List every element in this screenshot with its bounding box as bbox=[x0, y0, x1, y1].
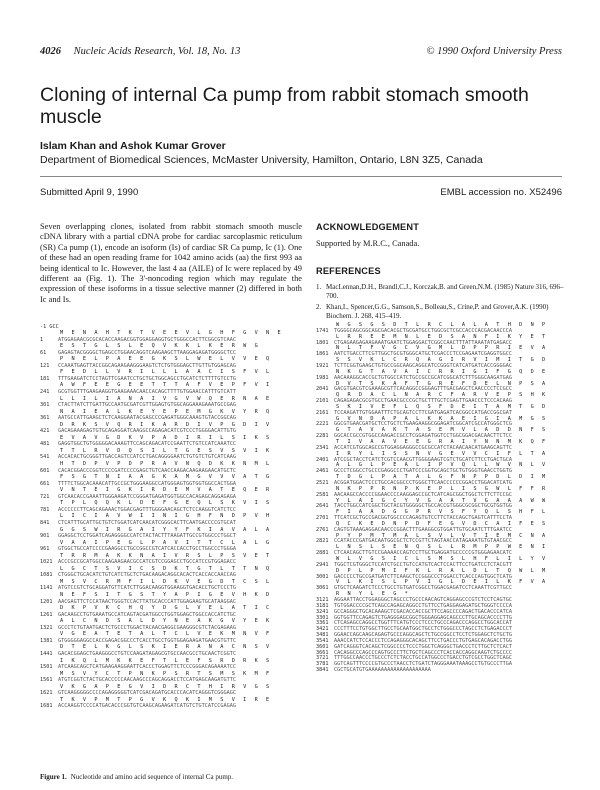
sequence-position: 961 bbox=[40, 546, 50, 553]
amino-acid-sequence: S S V K L C R Q A G I R V I M I T G D bbox=[336, 357, 548, 364]
nucleotide-sequence: TTTGAAGATCTCCTAGTTCGAATCCTGCTGCTGGCAGCCTGCATCTCTTTTGTCCTG bbox=[58, 375, 237, 382]
sequence-position: 1441 bbox=[40, 650, 53, 657]
nucleotide-sequence: CCAAATGAGTTACCGGCAGAAGAAGGGAAGTCTCTGTGGGAGCTTGTTGTGGAGCAG bbox=[58, 362, 237, 369]
sequence-position: 1861 bbox=[316, 351, 329, 358]
amino-acid-row bbox=[60, 435, 272, 441]
amino-acid-row bbox=[60, 671, 272, 677]
amino-acid-sequence: D R K S V Q R I K A R D I V P G D I V bbox=[60, 421, 272, 428]
nucleotide-row bbox=[40, 454, 236, 460]
amino-acid-sequence: N L T F V G C V G M L D P P R I E V A bbox=[336, 345, 548, 352]
amino-acid-sequence: L I C I A V W I I N I G H F N D P V H bbox=[60, 513, 272, 520]
figure-label: Figure 1. bbox=[40, 773, 67, 781]
nucleotide-sequence: CTGAGAAGAGAAGAAATGAATCTGGAGGACTCGGCCAACTTTATTAAATATGAGACC bbox=[334, 339, 513, 346]
amino-acid-row bbox=[60, 461, 272, 467]
sequence-position: 3721 bbox=[316, 655, 329, 662]
amino-acid-row bbox=[60, 631, 272, 637]
sequence-position: 121 bbox=[40, 362, 50, 369]
sequence-position: 2761 bbox=[316, 526, 329, 533]
nucleotide-sequence: CTCAGAGCCAGGCCTGGTTTCATGTCCCTCCCTGCCCAGACCCAGGCCTGGCACCAT bbox=[334, 620, 513, 627]
nucleotide-row bbox=[40, 350, 236, 356]
nucleotide-row bbox=[40, 363, 236, 369]
amino-acid-sequence: Y L A I G C Y V G A A T V G A A A W W bbox=[336, 497, 548, 504]
sequence-position: 1981 bbox=[316, 374, 329, 381]
nucleotide-sequence: GGCGTGAACGATGCTCCTGCTCTGAAGAAGGCGGAGATCGGCATCGCCATGGGCTCG bbox=[334, 421, 513, 428]
nucleotide-sequence: ACCCCCCTTCAGCAGAAACTGGACGAGTTTGGGGAACAGCTCTCCAAGGTCATCTCC bbox=[58, 506, 237, 513]
amino-acid-sequence: M S V C R M F I L D K V E G D T C S L bbox=[60, 578, 272, 585]
nucleotide-row bbox=[40, 664, 236, 670]
nucleotide-sequence: TTCATCGCTGCCGACGGTGGCCCCAGAGTGTCCTTCTACCAGCTGAGTCATTTCCTA bbox=[334, 515, 513, 522]
sequence-position: 1321 bbox=[40, 624, 53, 631]
sequence-listing-left bbox=[40, 324, 306, 768]
reference-list bbox=[316, 283, 566, 323]
nucleotide-sequence: ATGTCGGTCTACTGCACCCCCAACAAGCCCAGCAGGACCTCCATGAGCAAGATGTTC bbox=[58, 677, 237, 684]
amino-acid-row bbox=[60, 513, 272, 519]
sequence-position: 2041 bbox=[316, 386, 329, 393]
nucleotide-row bbox=[40, 389, 236, 395]
amino-acid-sequence: V L K I S L P V I G L D E I L K F V A bbox=[336, 579, 548, 586]
sequence-position: 2881 bbox=[316, 550, 329, 557]
nucleotide-sequence: ACCATCGTGGCAGCCGTGGAGGAGGGCCGCGCCATCTACAACAACATGAAGCAGTTC bbox=[334, 444, 513, 451]
nucleotide-sequence: GTGGGGGAGGCCACCGAGACGGCCCTCACCTGCCTGGTGGAGAAGATGAACGTGTTC bbox=[58, 637, 237, 644]
sequence-position: 3181 bbox=[316, 602, 329, 609]
amino-acid-row bbox=[60, 409, 272, 415]
nucleotide-sequence: GACCCCCTGCCGATGATCTTCAAGCTCCGGGCCCTGGACCTCACCCAGTGGCTCATG bbox=[334, 573, 513, 580]
amino-acid-sequence: T K V P M T P G V K Q K I M S V I R E bbox=[60, 696, 272, 703]
nucleotide-row bbox=[40, 415, 236, 421]
sequence-position: 3661 bbox=[316, 649, 329, 656]
sequence-position: 2521 bbox=[316, 479, 329, 486]
nucleotide-row bbox=[40, 337, 236, 343]
nucleotide-sequence: ACCACACTGCGGGTTGACCAGTCCATCCTGACAGGGGAATCTGTGTCTGTCATCAAG bbox=[58, 454, 237, 461]
nucleotide-sequence: AACGAGTTCTCCATAACTGGGTCCACTTATGCACCCATTGGAGAAGTGCATAAGGAC bbox=[58, 598, 237, 605]
journal-citation: Nucleic Acids Research, Vol. 18, No. 13 bbox=[73, 46, 241, 57]
nucleotide-sequence: GCGTGGTTTGAAGAAGGTGAAGAAACAACCACAGCTTTTGTGGAACCATTTGTCATT bbox=[58, 388, 237, 395]
amino-acid-sequence: T R R M A K K N A I V R S L P S V E T bbox=[60, 552, 272, 559]
nucleotide-sequence: GGTGGTTCCAGAGTCTGAGGGAGCGGCTGGGAGGAGCAGCCCTTGCAGCACCCCTTG bbox=[334, 614, 513, 621]
nucleotide-row bbox=[40, 612, 236, 618]
nucleotide-sequence: TGTGGACCCCGCTCAGCCAGAGCAGGCCTGTTCCTGAGGAGAGATGCTGGGTCCCCA bbox=[334, 602, 513, 609]
nucleotide-row bbox=[40, 599, 236, 605]
sequence-position: 181 bbox=[40, 375, 50, 382]
amino-acid-sequence: V K G A P E G V I D R C T H I R V G S bbox=[60, 683, 272, 690]
nucleotide-sequence: ATCCGCTACCTCATCTCGTCCAACGTTGGGGAAGTCGTCTGCATCTTCCTGACTGCA bbox=[334, 456, 513, 463]
sequence-position: 1 bbox=[40, 336, 44, 343]
sequence-position: 421 bbox=[40, 428, 50, 435]
nucleotide-sequence: ATGTCCGTCTGCAGGATGTTCATCTTGGACAAGGTGGAAGGTGACACCTGCTCCCTG bbox=[58, 585, 237, 592]
nucleotide-sequence: AACAAAGGCACCGCTGTGGCCATCTGCCGCCGCATCGGCATCTTTGGGCAAGATGAG bbox=[334, 374, 513, 381]
reference-number: 2. bbox=[316, 303, 322, 312]
submission-date: Submitted April 9, 1990 bbox=[40, 187, 139, 198]
sequence-position: 3301 bbox=[316, 614, 329, 621]
sequence-start-label: -1 GCC bbox=[40, 324, 59, 330]
nucleotide-sequence: GGCACCGCCGTGGCCAAGACCGCCTCGGAGATGGTCCTGGCGGACGACAACTTCTCC bbox=[334, 433, 513, 440]
nucleotide-row bbox=[40, 507, 236, 513]
nucleotide-sequence: GACGTGACGTCGAAAGCGTTCACAGGCCGGGAGTTTGACGAGCTCAACCCCTCCGCC bbox=[334, 386, 513, 393]
nucleotide-sequence: GGAGGCTCCTGGATCAGAGGGGCCATCTACTACTTTAAGATTGCCGTGGCCCTGGCT bbox=[58, 533, 237, 540]
amino-acid-sequence: G T A V A K T A S E M V L A D D N F S bbox=[336, 427, 548, 434]
nucleotide-sequence: GCCCTCTGTAATGACTCTGCCCTGGACTACAACGAGGCGAAGGGCGTCTACGAGAAG bbox=[58, 624, 237, 631]
nucleotide-sequence: AATCTGACCTTCGTTGGCTGCGTGGGCATGCTCGACCCTCCGAGAATCGAGGTGGCC bbox=[334, 351, 513, 358]
amino-acid-row bbox=[60, 422, 272, 428]
article-title: Cloning of internal Ca pump from rabbit stomach smooth muscle bbox=[40, 84, 529, 128]
sequence-position: 481 bbox=[40, 441, 50, 448]
sequence-listing-right bbox=[316, 322, 566, 774]
amino-acid-sequence: N E F S I T G S T Y A P I G E V H K D bbox=[60, 592, 272, 598]
amino-acid-sequence: W L V G S I C L S M S L H F L I L Y V bbox=[336, 556, 548, 562]
acknowledgement-heading: ACKNOWLEDGEMENT bbox=[316, 222, 420, 232]
nucleotide-row bbox=[40, 559, 236, 565]
nucleotide-sequence: AATGCCATTGAAGCTCTCAAGGAATACGAGCCCGAGATGGGCAAAGTGTACCGGCAG bbox=[58, 415, 237, 422]
amino-acid-sequence: Q C K E D N P D F E G V D C A I F E S bbox=[336, 520, 548, 527]
sequence-position: 901 bbox=[40, 533, 50, 540]
amino-acid-sequence: H T D P V P D P R A V N Q D K K N M L bbox=[60, 461, 272, 467]
sequence-position: 2581 bbox=[316, 491, 329, 498]
amino-acid-sequence: E S T G L S L E Q V K K L K E R W G bbox=[60, 343, 261, 350]
nucleotide-row bbox=[40, 481, 236, 487]
amino-acid-sequence: V G E A T E T A L T C L V E K M N V F bbox=[60, 631, 272, 638]
nucleotide-row bbox=[40, 402, 236, 408]
sequence-position: 2641 bbox=[316, 503, 329, 510]
amino-acid-sequence: T P L Q Q K L D E F G E Q L S K V I S bbox=[60, 500, 272, 507]
nucleotide-sequence: GACACGGAGCTGAAGGGCCTGTCCAAGATAGAGCGTGCCAACGCCTGCAACTCGGTC bbox=[58, 650, 237, 657]
amino-acid-sequence: S K I V E F L Q S F D E I T A M T G D bbox=[336, 403, 548, 410]
reference-text: MacLennan,D.H., Brandl,C.J., Korczak,B. and Green,N.M. (1985) Nature 316, 696–700. bbox=[326, 283, 564, 300]
amino-acid-sequence: W G S G S D T L R C L A L A T H D N P bbox=[336, 322, 548, 328]
amino-acid-row bbox=[60, 343, 260, 349]
amino-acid-sequence: E V A V G D K V P A D I R I L S I K S bbox=[60, 434, 272, 441]
sequence-position: 2161 bbox=[316, 409, 329, 416]
amino-acid-sequence: T T L R V D Q S I L T G E S V S V I K bbox=[60, 447, 272, 454]
nucleotide-sequence: TTTTCTGGCACAAACATTGCCGCTGGGAAGGCCATGGGAGTGGTGGTGGCCACTGGA bbox=[58, 480, 237, 487]
sequence-position: 3541 bbox=[316, 637, 329, 644]
amino-acid-row bbox=[60, 592, 272, 598]
amino-acid-row bbox=[60, 697, 272, 703]
amino-acid-row bbox=[60, 382, 272, 388]
amino-acid-sequence: F E D L L V R I L L L A A C I S F V L bbox=[60, 369, 272, 376]
amino-acid-sequence: F S G T N I A A G K A M G V V V A T G bbox=[60, 474, 272, 481]
nucleotide-sequence: GAGGTGGCTGTGGGGGACAAAGTTCCAGCAGACATCCGAATTCTGTCCATCAAATCC bbox=[58, 441, 237, 448]
amino-acid-row bbox=[60, 540, 272, 546]
sequence-position: 1741 bbox=[316, 327, 329, 334]
nucleotide-row bbox=[40, 533, 236, 539]
amino-acid-row bbox=[60, 330, 283, 336]
nucleotide-row bbox=[40, 651, 236, 657]
sequence-position: 1021 bbox=[40, 559, 53, 566]
sequence-position: 3241 bbox=[316, 608, 329, 615]
amino-acid-sequence: A W F E E G E E T T T A F V E P F V I bbox=[60, 382, 272, 389]
nucleotide-sequence: TCCAAGATTGTGGAATTTCTGCAGTCCTTCGATGAGATCACGGCCATGACCGGCGAT bbox=[334, 409, 513, 416]
author-affiliation: Department of Biomedical Sciences, McMaster University, Hamilton, Ontario, L8N 3Z5, Canada bbox=[40, 154, 483, 166]
nucleotide-sequence: CTCATTTGCATTGCTGTCTGGATCATCAACATCGGGCACTTCAATGACCCCGTGCAT bbox=[58, 519, 237, 526]
nucleotide-row bbox=[40, 572, 236, 578]
sequence-position: 841 bbox=[40, 519, 50, 526]
sequence-position: 2101 bbox=[316, 398, 329, 405]
nucleotide-sequence: GGAACCAGCAAGCAGAGTGCCCAGGCAGCTCTGCCGGCCTCCTCTGGAGCTCTGCTG bbox=[334, 632, 513, 639]
amino-acid-sequence: G G S W I R G A I Y Y F K I A V A L A bbox=[60, 526, 272, 533]
amino-acid-row bbox=[60, 579, 272, 585]
nucleotide-sequence: AAACCATCTCCACCCTCCAGAGGGCACAGCTTCCTGACCCTGTGAGCACAGACCTGG bbox=[334, 637, 513, 644]
sequence-position: 3361 bbox=[316, 620, 329, 627]
nucleotide-sequence: ATCAAGCAGCTCATGAAGAAGGAATTCACCCTGGAGTTCTCCCGGGACAGAAAATCC bbox=[58, 664, 237, 671]
amino-acid-sequence: V N T E I G K I R D E M V A T E Q E R bbox=[60, 487, 272, 494]
abstract-text: Seven overlapping clones, isolated from rabbit stomach smooth muscle cDNA library with a partial cDNA probe for cardiac sarcoplasmic reticulum (SR) Ca pump (1), encode an isoform (Is) of cardiac SR Ca pump, Ic (1). One of these had an open reading frame for 1042 amino acids (aa) the first 993 aa being identical to Ic. However, the last 4 aa (AILE) of Ic were replaced by 49 different aa (Fig. 1). The 3'-noncoding region which may regulate the expression of these isoforms in a tissue selective manner (2) differed in both Ic and Is. bbox=[40, 222, 302, 304]
sequence-position: 241 bbox=[40, 388, 50, 395]
nucleotide-sequence: GCCCTCGGCCTGCCCGAGGCCCTGATCCCGGTGCAGCTGCTGTGGGTGAACCTGGTG bbox=[334, 468, 513, 475]
sequence-position: 2821 bbox=[316, 538, 329, 545]
amino-acid-row bbox=[60, 618, 272, 624]
nucleotide-sequence: CCCTTTCCTGTGGCTTGCCTGCAATGGCTGCCTCTGGGCCCTAGCCTCTGAGACCCT bbox=[334, 626, 513, 633]
amino-acid-row bbox=[60, 566, 272, 572]
amino-acid-sequence: N A I E A L K E Y E P E M G K V Y R Q bbox=[60, 408, 272, 415]
sequence-position: 1921 bbox=[316, 362, 329, 369]
amino-acid-row bbox=[60, 396, 272, 402]
sequence-position: 541 bbox=[40, 454, 50, 461]
author-list: Islam Khan and Ashok Kumar Grover bbox=[40, 140, 226, 152]
nucleotide-sequence: ACCAAGGTCCCCATGACACCCGGTGTCAAGCAGAAGATCATGTCTGTCATCCGAGAG bbox=[58, 703, 237, 710]
nucleotide-sequence: CCATACCCGATGACAATGGCGCTCTCCGTTCTAGTAACCATAGAAATGTGTAACGCC bbox=[334, 538, 513, 545]
sequence-position: 1801 bbox=[316, 339, 329, 346]
amino-acid-sequence: R N Y L E G * bbox=[336, 591, 411, 598]
sequence-position: 1141 bbox=[40, 585, 53, 592]
nucleotide-sequence: ATGGAGAACGCGCACACCAAGACGGTGGAGGAGGTGCTGGGCCACTTCGGCGTCAAC bbox=[58, 336, 237, 343]
nucleotide-sequence: GCCAGGGCTGCACAAAGCTCGACACCACCGCTTCCAGCCCCAGACTGACACCCATCA bbox=[334, 608, 513, 615]
nucleotide-sequence: TTTGGCCAACCCTGCCCTCTCTACCTGCCATGGCCCTGACCTGTCGCCTGGCTCAGC bbox=[334, 655, 513, 662]
nucleotide-sequence: AGGAATTACCTGGAGGGCTAGCCCTGCCCAACAGTCAGGAGCCCGTCTCCTCAGTGC bbox=[334, 596, 513, 603]
nucleotide-row bbox=[40, 585, 236, 591]
copyright-notice: © 1990 Oxford University Press bbox=[426, 46, 562, 57]
nucleotide-row bbox=[40, 428, 236, 434]
amino-acid-sequence: G V N D A P A L K K A E I G I A M G S bbox=[336, 415, 548, 422]
amino-acid-sequence: L G C T S V I C S D K T G T L T T N Q bbox=[60, 565, 272, 572]
amino-acid-row bbox=[60, 553, 272, 559]
nucleotide-row bbox=[316, 667, 431, 673]
sequence-position: 2341 bbox=[316, 444, 329, 451]
sequence-position: 1201 bbox=[40, 598, 53, 605]
nucleotide-sequence: TGGGGCAGCGGCAGCGACACGCTGCGATGCCTGGCGCTCGCCACCCACGACAACCCA bbox=[334, 327, 513, 334]
nucleotide-row bbox=[40, 677, 236, 683]
nucleotide-row bbox=[40, 441, 236, 447]
nucleotide-sequence: CACACGGACCCGGTCCCCGATCCCCGAGCTGTCAACCAAGACAAGAAGAACATGCTC bbox=[58, 467, 237, 474]
amino-acid-sequence: L L I L I A N A I V G V W Q E R N A E bbox=[60, 395, 272, 402]
nucleotide-row bbox=[40, 494, 236, 500]
sequence-position: 3121 bbox=[316, 596, 329, 603]
amino-acid-sequence: M E N A H T K T V E E V L G H F G V N E bbox=[60, 330, 284, 336]
nucleotide-sequence: TACCTGGCCATCGGCTGCTACGTGGGGGCTGCCACCGTGGGCGCGGCTGCGTGGTGG bbox=[334, 503, 513, 510]
sequence-position: 2281 bbox=[316, 433, 329, 440]
sequence-position: 1681 bbox=[40, 703, 53, 710]
nucleotide-sequence: GTGCTCAAGATCTCCCTGCCTGTGATCGGCCTGGACGAGATCCTCAAATTCGTTGCC bbox=[334, 585, 513, 592]
amino-acid-sequence: N K G T A V A I C R R I G I F G Q D E bbox=[336, 368, 548, 375]
amino-acid-row bbox=[60, 448, 272, 454]
sequence-position: 721 bbox=[40, 493, 50, 500]
nucleotide-sequence: GTGGCTGCCATCCCCGAAGGCCTGCCGGCCGTCATCACCACCTGCCTGGCCCTGGGA bbox=[58, 546, 237, 553]
nucleotide-sequence: ACGGATGGACTCCCTGCCACGGCCCTGGGCTTCAACCCCCCGGACCTGGACATCATG bbox=[334, 479, 513, 486]
amino-acid-sequence: P Y P M T M A L S V L V T I E M C N A bbox=[336, 532, 548, 539]
nucleotide-row bbox=[40, 546, 236, 552]
sequence-position: 3421 bbox=[316, 626, 329, 633]
reference-item bbox=[316, 283, 566, 300]
amino-acid-row bbox=[60, 658, 272, 664]
nucleotide-sequence: CAGTGTAAAGAGGACAACCCGGACTTTGAAGGCGTGGATTGTGCAATCTTTGAATCC bbox=[334, 526, 513, 533]
nucleotide-sequence: CACAGGCCCAGCCCAGTGCCCTTCTGCTCAGCCCTCACCACCAGGCAAGTCTGCCCC bbox=[334, 649, 513, 656]
sequence-position: 3001 bbox=[316, 573, 329, 580]
nucleotide-sequence: TGGCTCGTGGGCTCCATCTGCCTGTCCATGTCACTCCACTTCCTGATCCTCTACGTT bbox=[334, 561, 513, 568]
amino-acid-row bbox=[60, 356, 272, 362]
amino-acid-row bbox=[60, 684, 272, 690]
amino-acid-sequence: I K Q L M K K E F T L E F S R D R K S bbox=[60, 657, 272, 664]
nucleotide-row bbox=[40, 376, 236, 382]
amino-acid-row bbox=[60, 644, 272, 650]
nucleotide-sequence: CTGGGCTGCACATCTGTCATCTGCTCTGACAAGACAGGCACACTCACCACCAACCAG bbox=[58, 572, 237, 579]
amino-acid-sequence: T I V A A V E E G R A I Y N N M K Q F bbox=[336, 439, 548, 445]
amino-acid-sequence: D T E L K G L S K I E R A N A C N S V bbox=[60, 644, 272, 651]
sequence-position: 781 bbox=[40, 506, 50, 513]
reference-item bbox=[316, 303, 566, 320]
amino-acid-sequence: F I A A D G G P R V S F Y Q L S H F L bbox=[336, 509, 548, 516]
sequence-position: 601 bbox=[40, 467, 50, 474]
nucleotide-sequence: ACCCGCCGCATGGCCAAGAAGAACGCCATCGTCCGGAGCCTGCCATCCGTGGAGACC bbox=[58, 559, 237, 566]
nucleotide-row bbox=[40, 625, 236, 631]
sequence-position: 1081 bbox=[40, 572, 53, 579]
header-divider bbox=[40, 176, 562, 177]
sequence-position: 2941 bbox=[316, 561, 329, 568]
nucleotide-sequence: CTACTTATCTTGATTGCCAATGCGATCGTTGGAGTGTGGCAGGAAAGAAATGCCGAG bbox=[58, 402, 237, 409]
amino-acid-sequence: D K P V K C H Q Y D G L V E L A T I C bbox=[60, 605, 272, 612]
amino-acid-row bbox=[60, 605, 272, 611]
amino-acid-row bbox=[60, 527, 272, 533]
acknowledgement-text: Supported by M.R.C., Canada. bbox=[316, 239, 420, 248]
amino-acid-sequence: L R R E E M N L E D S A N F I K Y E T bbox=[336, 333, 548, 340]
sequence-position: 361 bbox=[40, 415, 50, 422]
nucleotide-sequence: CTCAACAGCTTGTCCGAAAACCAGTCCTTGCTGAGGATGCCCCCGTGGGAGAACATC bbox=[334, 550, 513, 557]
sequence-position: 661 bbox=[40, 480, 50, 487]
amino-acid-sequence: M S V Y C T P N K P S R T S M S K M F bbox=[60, 670, 272, 677]
nucleotide-sequence: GTCAACACCGAAATTGGGAAGATCCGGGATGAGATGGTGGCCACAGAGCAGGAGAGA bbox=[58, 493, 237, 500]
sequence-position: 3841 bbox=[316, 667, 329, 674]
sequence-position: 1261 bbox=[40, 611, 53, 618]
amino-acid-sequence: I R Y L I S S N V G E V V C I F L T A bbox=[336, 450, 548, 457]
sequence-position: 1501 bbox=[40, 664, 53, 671]
amino-acid-sequence: T D G L P A T A L G F N P P D L D I M bbox=[336, 474, 548, 481]
amino-acid-sequence: V A A I P E G L P A V I T T C L A L G bbox=[60, 539, 272, 546]
sequence-position: 1381 bbox=[40, 637, 53, 644]
references-heading: REFERENCES bbox=[316, 266, 381, 276]
amino-acid-sequence: P N E L P A E E G K S L W E L V V E Q bbox=[60, 356, 272, 363]
amino-acid-sequence: D V T S K A F T G R E F D E L N P S A bbox=[336, 380, 548, 387]
nucleotide-row bbox=[40, 468, 236, 474]
nucleotide-row bbox=[40, 520, 236, 526]
amino-acid-sequence: A L C N D S A L D Y N E A K G V Y E K bbox=[60, 618, 272, 625]
amino-acid-sequence: Q R D A C L N A R C F A R V E P S H K bbox=[336, 392, 548, 399]
nucleotide-row bbox=[40, 638, 236, 644]
nucleotide-row bbox=[40, 703, 236, 709]
sequence-position: 3481 bbox=[316, 632, 329, 639]
amino-acid-sequence: L N S L S E N Q S L L R M P P W E N I bbox=[336, 544, 548, 551]
nucleotide-sequence: AACAAGCCACCCCGGAACCCCAAGGAGCCGCTCATCAGCGGCTGGCTCTTCTTCCGC bbox=[334, 491, 513, 498]
reference-number: 1. bbox=[316, 283, 322, 291]
reference-text: Khan,I., Spencer,G.G., Samson,S., Bolleau,S., Crine,P. and Grover,A.K. (1990) Biochem. J. 268, 415–419. bbox=[326, 303, 549, 320]
nucleotide-sequence: CAGAGAGACGCGTGCCTGAACGCCCGCTGCTTTGCTCGAGTTGAACCCTCCCACAAG bbox=[334, 398, 513, 405]
amino-acid-row bbox=[60, 369, 272, 375]
sequence-position: 301 bbox=[40, 402, 50, 409]
nucleotide-sequence: GAGAGTACGGGGCTGAGCCTGGAACAGGTCAAGAAGCTTAAGGAGAGATGGGGCTCC bbox=[58, 349, 237, 356]
amino-acid-sequence: D P L P M I F K L R A L D L T Q W L M bbox=[336, 567, 548, 574]
nucleotide-sequence: GACAAGCCTGTGAAATGCCATCAGTACGATGGCCTGGTGGAGCTGGCCACCATCTGC bbox=[58, 611, 237, 618]
nucleotide-sequence: GACAGAAAGAGTGTGCAGAGGATCAAGGCCAGAGACATCGTCCCTGGGGACATTGTG bbox=[58, 428, 237, 435]
sequence-position: 3061 bbox=[316, 585, 329, 592]
amino-acid-sequence: N K P P R N P K E P L I S G W L F F R bbox=[336, 485, 548, 492]
sequence-position: 3601 bbox=[316, 643, 329, 650]
nucleotide-sequence: CGCTGCATGTGAAAAAAAAAAAAAAAAAAAA bbox=[334, 667, 431, 674]
page-number: 4026 bbox=[40, 46, 61, 57]
nucleotide-sequence: GATCAGGGTCACAGCTCGGCCCCTCCCTGGCTCAGGGCTGACCCTCTTGCTCTCACT bbox=[334, 643, 513, 650]
figure-caption-text: Nucleotide and amino acid sequence of internal Ca pump. bbox=[70, 773, 234, 781]
sequence-position: 2701 bbox=[316, 515, 329, 522]
nucleotide-row bbox=[40, 690, 236, 696]
sequence-position: 1561 bbox=[40, 677, 53, 684]
accession-number: EMBL accession no. X52496 bbox=[440, 187, 562, 198]
figure-caption bbox=[40, 773, 233, 781]
sequence-position: 2401 bbox=[316, 456, 329, 463]
running-header-left bbox=[40, 46, 240, 57]
sequence-position: 2221 bbox=[316, 421, 329, 428]
sequence-position: 1621 bbox=[40, 690, 53, 697]
amino-acid-sequence: A L G L P E A L I P V Q L L W V N L V bbox=[336, 462, 548, 469]
sequence-position: 2461 bbox=[316, 468, 329, 475]
sequence-position: 3781 bbox=[316, 661, 329, 668]
nucleotide-sequence: GTCAAGGGGGCCCCAGAGGGGGTCATCGACAGATGCACCCACATCAGGGTCGGGAGC bbox=[58, 690, 237, 697]
sequence-position: 61 bbox=[40, 349, 47, 356]
amino-acid-row bbox=[60, 474, 272, 480]
amino-acid-row bbox=[60, 500, 272, 506]
amino-acid-row bbox=[60, 487, 272, 493]
nucleotide-sequence: GGTCAGTTTCCCCGTGCCCTAACCTCTGATCTAGGGAAATAAAGCCTGTGCCCTTGA bbox=[334, 661, 513, 668]
nucleotide-sequence: TCTTCGGTGAAGCTGTGCCGGCAAGCAGGCATCCGGGTCATCATGATCACCGGGGAC bbox=[334, 362, 513, 369]
